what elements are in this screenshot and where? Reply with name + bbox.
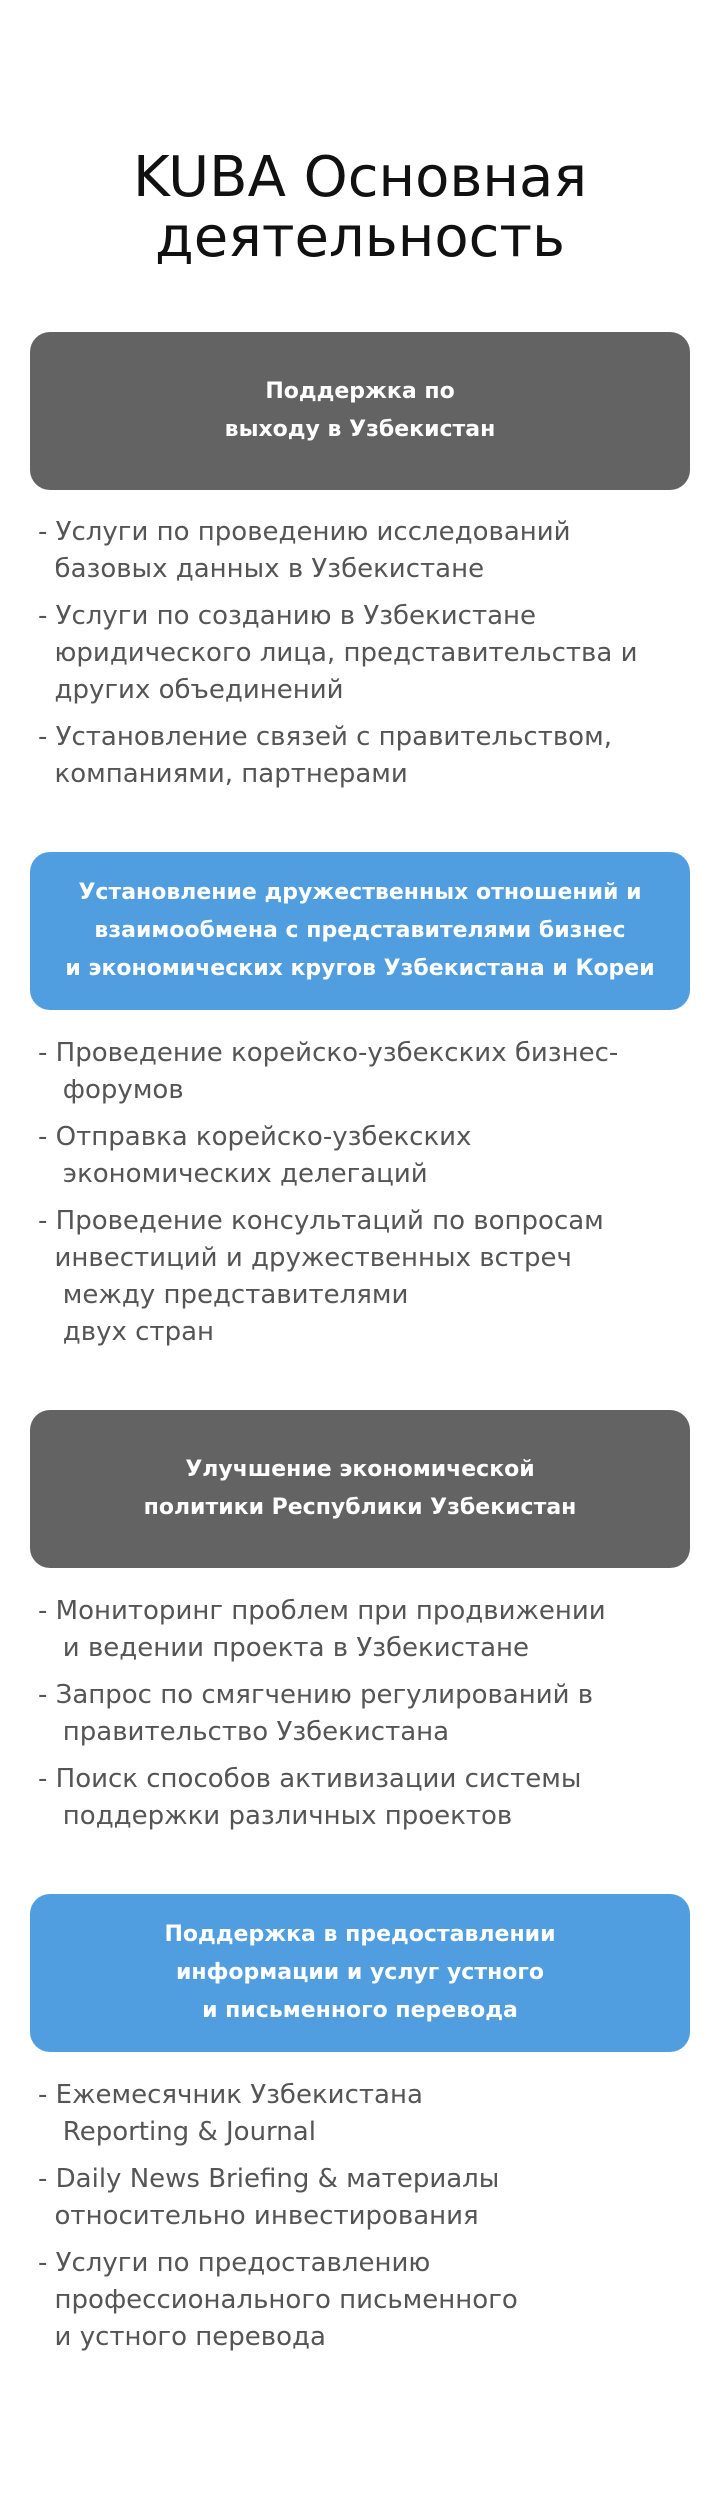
- list-item-line: - Услуги по созданию в Узбекистане: [38, 601, 537, 631]
- service-list: [38, 1035, 688, 1361]
- banner-line: и экономических кругов Узбекистана и Кореи: [65, 956, 655, 981]
- list-item-line: - Мониторинг проблем при продвижении: [38, 1596, 606, 1626]
- list-item-line: экономических делегаций: [38, 1159, 428, 1189]
- list-item: [38, 1677, 688, 1751]
- list-item-line: - Проведение корейско-узбекских бизнес-: [38, 1038, 619, 1068]
- service-list: [38, 1593, 688, 1845]
- list-item-line: юридического лица, представительства и: [38, 638, 638, 668]
- banner-line: взаимообмена с представителями бизнес: [94, 918, 626, 943]
- banner-line: Поддержка в предоставлении: [164, 1922, 556, 1947]
- section-banner: [30, 1410, 690, 1568]
- list-item-line: - Услуги по проведению исследований: [38, 517, 571, 547]
- page-title-line: KUBA Основная: [132, 145, 588, 210]
- list-item-line: других объединений: [38, 675, 344, 705]
- list-item-line: между представителями: [38, 1280, 409, 1310]
- list-item-line: и ведении проекта в Узбекистане: [38, 1633, 530, 1663]
- list-item: [38, 2245, 688, 2356]
- list-item-line: форумов: [38, 1075, 184, 1105]
- list-item: [38, 1119, 688, 1193]
- list-item: [38, 1203, 688, 1351]
- list-item-line: профессионального письменного: [38, 2285, 518, 2315]
- section-translation: [30, 1894, 690, 2352]
- list-item: [38, 1035, 688, 1109]
- list-item: [38, 514, 688, 588]
- list-item-line: и устного перевода: [38, 2322, 326, 2352]
- banner-line: Установление дружественных отношений и: [78, 880, 642, 905]
- list-item-line: - Установление связей с правительством,: [38, 722, 612, 752]
- list-item: [38, 598, 688, 709]
- banner-line: информации и услуг устного: [175, 1960, 545, 1985]
- list-item: [38, 1593, 688, 1667]
- list-item: [38, 719, 688, 793]
- list-item-line: относительно инвестирования: [38, 2201, 479, 2231]
- section-banner: [30, 332, 690, 490]
- page-title: [0, 145, 720, 270]
- list-item-line: - Daily News Briefing & материалы: [38, 2164, 500, 2194]
- list-item-line: инвестиций и дружественных встреч: [38, 1243, 572, 1273]
- page-title-line: деятельность: [154, 205, 566, 270]
- list-item-line: базовых данных в Узбекистане: [38, 554, 485, 584]
- list-item-line: - Ежемесячник Узбекистана: [38, 2080, 423, 2110]
- list-item-line: - Поиск способов активизации системы: [38, 1764, 582, 1794]
- banner-line: Улучшение экономической: [185, 1457, 535, 1482]
- list-item-line: двух стран: [38, 1317, 215, 1347]
- list-item: [38, 2161, 688, 2235]
- list-item-line: - Отправка корейско-узбекских: [38, 1122, 472, 1152]
- service-list: [38, 2077, 688, 2366]
- section-uzbekistan-entry: [30, 332, 690, 789]
- section-banner: [30, 852, 690, 1010]
- list-item-line: - Запрос по смягчению регулирований в: [38, 1680, 594, 1710]
- list-item: [38, 1761, 688, 1835]
- banner-line: выходу в Узбекистан: [224, 417, 496, 442]
- list-item-line: - Услуги по предоставлению: [38, 2248, 431, 2278]
- list-item-line: - Проведение консультаций по вопросам: [38, 1206, 604, 1236]
- service-list: [38, 514, 688, 803]
- section-economic-policy: [30, 1410, 690, 1831]
- banner-line: политики Республики Узбекистан: [143, 1495, 577, 1520]
- list-item-line: поддержки различных проектов: [38, 1801, 513, 1831]
- section-friendly-relations: [30, 852, 690, 1347]
- list-item-line: правительство Узбекистана: [38, 1717, 450, 1747]
- list-item-line: компаниями, партнерами: [38, 759, 408, 789]
- list-item-line: Reporting & Journal: [38, 2117, 316, 2147]
- section-banner: [30, 1894, 690, 2052]
- list-item: [38, 2077, 688, 2151]
- banner-line: и письменного перевода: [202, 1998, 518, 2023]
- banner-line: Поддержка по: [265, 379, 455, 404]
